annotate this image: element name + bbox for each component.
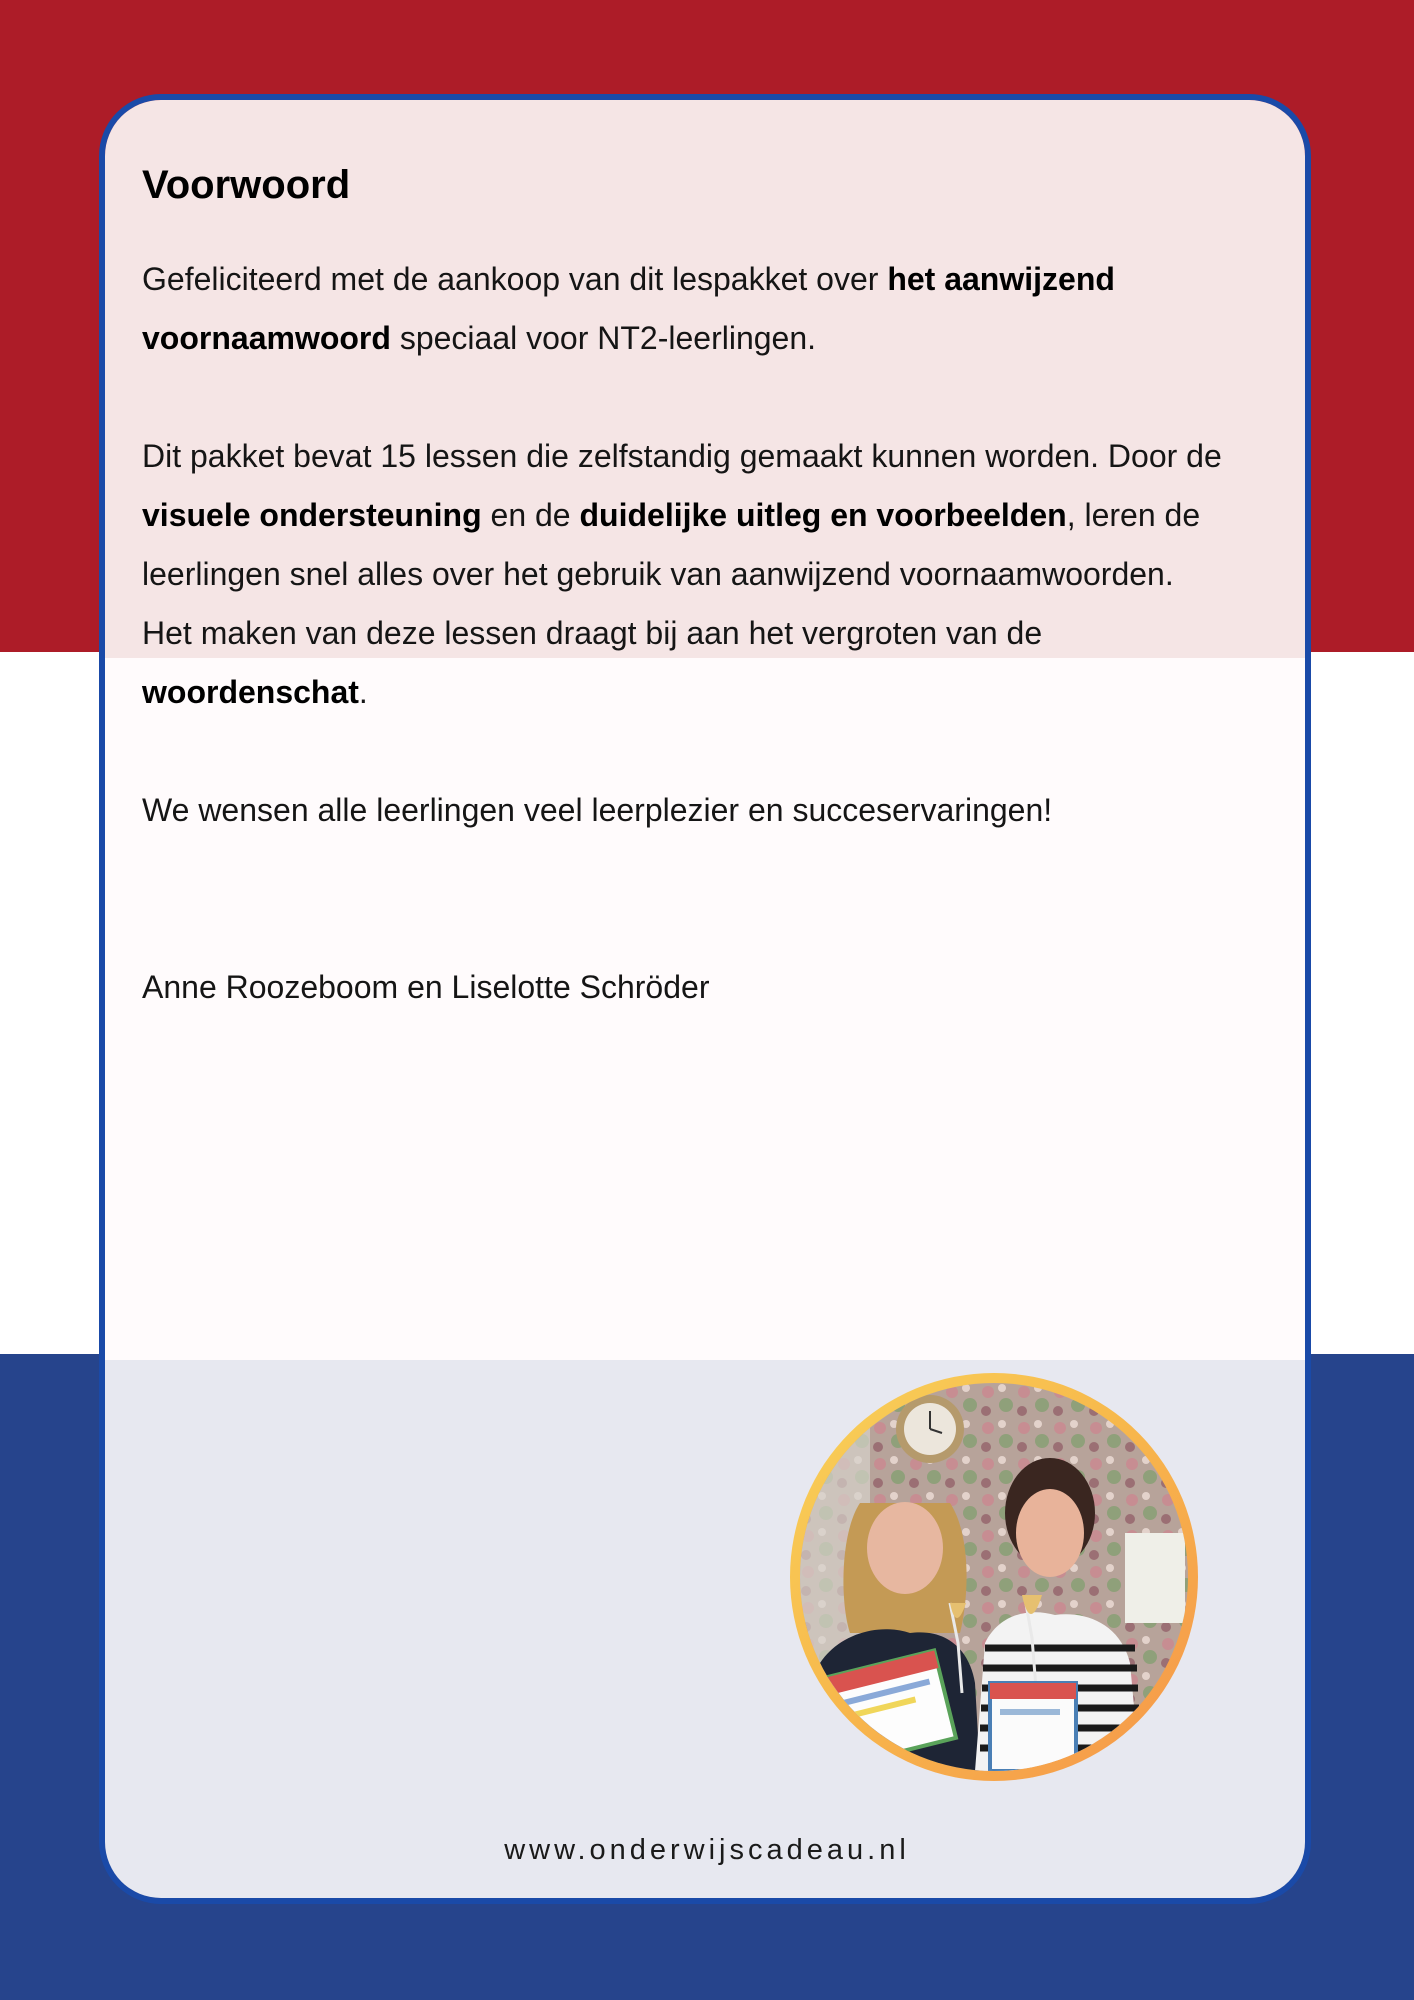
paragraph-wishes: We wensen alle leerlingen veel leerplezier en succeservaringen! (142, 792, 1053, 828)
website-url: www.onderwijscadeau.nl (504, 1834, 910, 1866)
page-title: Voorwoord (142, 163, 351, 207)
paragraph-vocabulary: Het maken van deze lessen draagt bij aan het vergroten van de woordenschat. (142, 615, 1043, 710)
paragraph-package: Dit pakket bevat 15 lessen die zelfstandig gemaakt kunnen worden. Door de visuele ondersteuning en de duidelijke uitleg en voorbeelden, leren de leerlingen snel alles over het gebruik van aanwijzend voornaamwoorden. (142, 438, 1222, 592)
authors-photo (790, 1373, 1198, 1781)
foreword-content (142, 150, 1242, 1017)
author-signature: Anne Roozeboom en Liselotte Schröder (142, 969, 710, 1005)
paragraph-congratulations: Gefeliciteerd met de aankoop van dit lespakket over het aanwijzend voornaamwoord speciaal voor NT2-leerlingen. (142, 261, 1115, 356)
authors-photo-icon (800, 1383, 1188, 1771)
